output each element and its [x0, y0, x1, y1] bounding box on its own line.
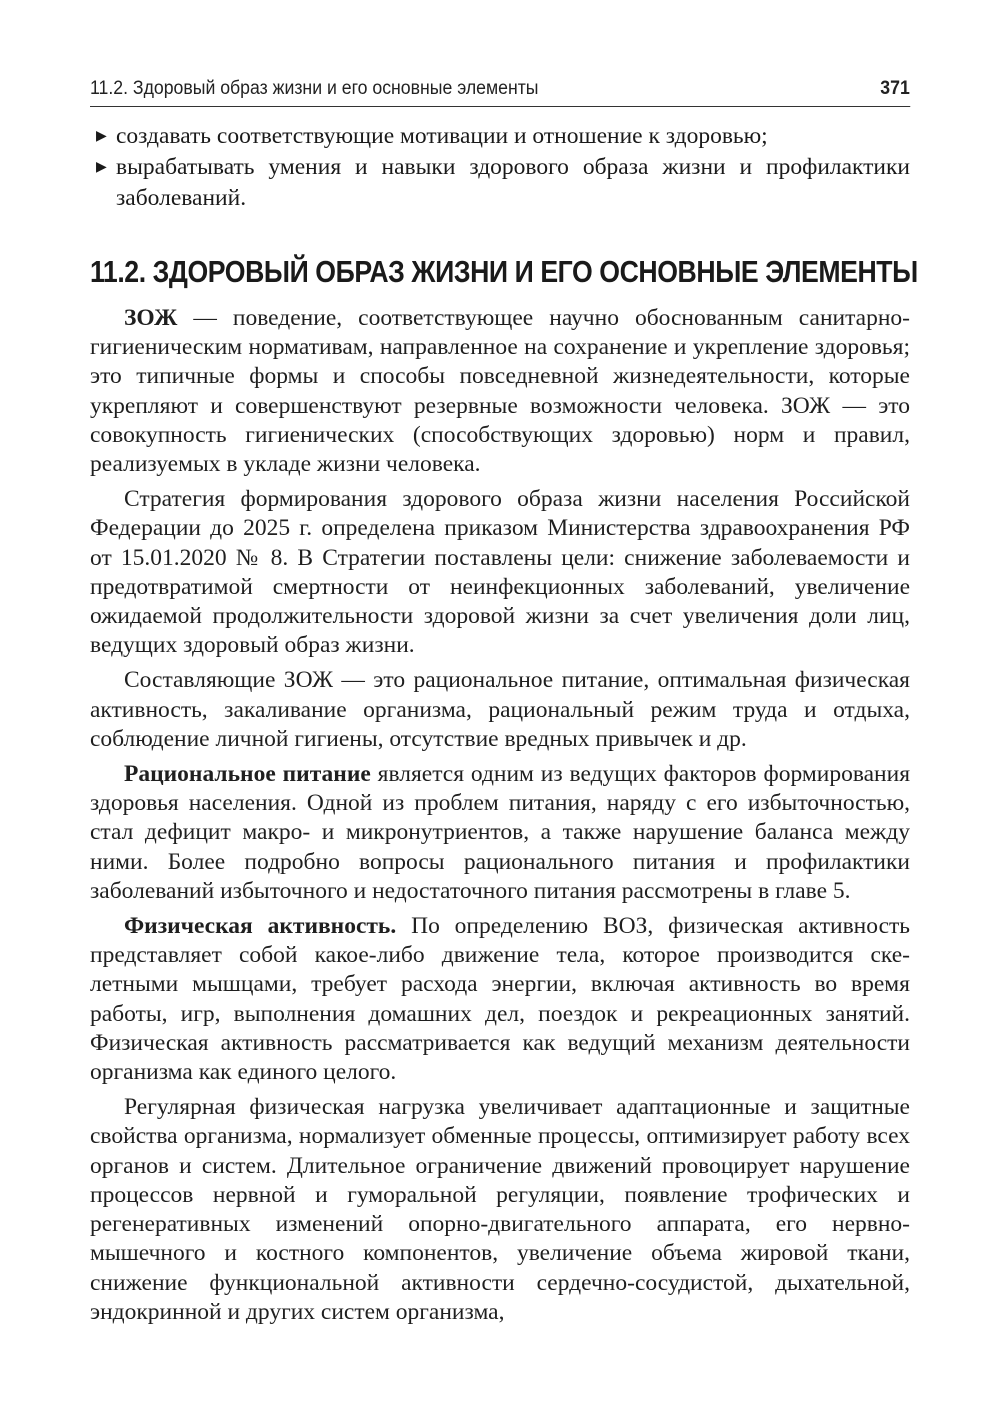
paragraph — [90, 912, 910, 1087]
book-page — [90, 78, 918, 1333]
list-item-text: создавать соответствующие мотивации и отношение к здоровью; — [116, 123, 768, 149]
paragraph-text: Регулярная физическая нагрузка увеличивает адаптационные и защитные свойства организма, нормализует обменные процессы, оптимизирует работу всех органов и систем. Длительное ограничение движений провоцирует нарушение процессов нервной и гуморальной регуляции, появление трофических и регенеративных изменений опорно-двигательного аппарата, его нервно-мышечного и костного компонентов, увеличение объема жировой ткани, снижение функциональной активности сердечно-сосудистой, дыхательной, эндокринной и других систем организма, — [90, 1094, 910, 1325]
paragraph — [90, 1093, 910, 1327]
bullet-marker-icon: ▶ — [96, 129, 107, 144]
paragraph — [90, 304, 910, 479]
list-item — [90, 152, 910, 214]
list-item-text: вырабатывать умения и навыки здорового образа жизни и профилактики заболеваний. — [116, 154, 910, 211]
list-item — [90, 121, 910, 152]
running-header — [90, 78, 910, 107]
paragraph-text: — поведение, соответствующее научно обоснованным санитарно-гигиеническим нормативам, направленное на сохранение и укрепление здоровья; это типичные формы и способы повседневной жизнедеятельности, которые укрепляют и совершенствуют резервные возможности человека. ЗОЖ — это совокупность гигиенических (способствующих здоровью) норм и правил, реализуемых в укладе жизни человека. — [90, 305, 910, 478]
paragraph-text: является одним из ведущих факторов формирования здоровья населения. Одной из проблем питания, наряду с его избыточностью, стал дефицит макро- и микронутриентов, а также нарушение баланса между ними. Более подробно вопросы рационального питания и профилактики заболеваний избыточного и недостаточного питания рассмотрены в главе 5. — [90, 761, 910, 904]
paragraph-text: Составляющие ЗОЖ — это рациональное питание, оптимальная физическая активность, закаливание организма, рациональный режим труда и отдыха, соблюдение личной гигиены, отсутствие вредных привычек и др. — [90, 667, 910, 752]
paragraph — [90, 760, 910, 906]
bullet-list — [90, 121, 910, 214]
running-header-title: 11.2. Здоровый образ жизни и его основные элементы — [90, 78, 539, 99]
term-lead: ЗОЖ — [124, 305, 178, 331]
page-number: 371 — [880, 78, 910, 99]
section-heading: 11.2. ЗДОРОВЫЙ ОБРАЗ ЖИЗНИ И ЕГО ОСНОВНЫЕ ЭЛЕМЕНТЫ — [90, 254, 918, 289]
bullet-marker-icon: ▶ — [96, 160, 107, 175]
paragraph — [90, 666, 910, 754]
term-lead: Физическая активность. — [124, 913, 397, 940]
term-lead: Рациональное питание — [124, 761, 371, 788]
paragraph-text: Стратегия формирования здорового образа жизни населения Российской Федерации до 2025 г. определена приказом Министерства здравоохранения РФ от 15.01.2020 № 8. В Стратегии поставлены цели: снижение заболеваемости и предотвратимой смертности от неинфекционных заболеваний, увеличение ожидаемой продолжительности здоровой жизни за счет увеличения доли лиц, ведущих здоровый образ жизни. — [90, 486, 910, 659]
paragraph — [90, 485, 910, 660]
paragraph-text: По определению ВОЗ, физическая активность представляет собой какое-либо движение тела, которое производится скелетными мышцами, требует расхода энергии, включая активность во время работы, игр, выполнения домашних дел, поездок и рекреационных занятий. Физическая активность рассматривается как ведущий механизм деятельности организма как единого целого. — [90, 913, 910, 1086]
body-text — [90, 304, 910, 1327]
